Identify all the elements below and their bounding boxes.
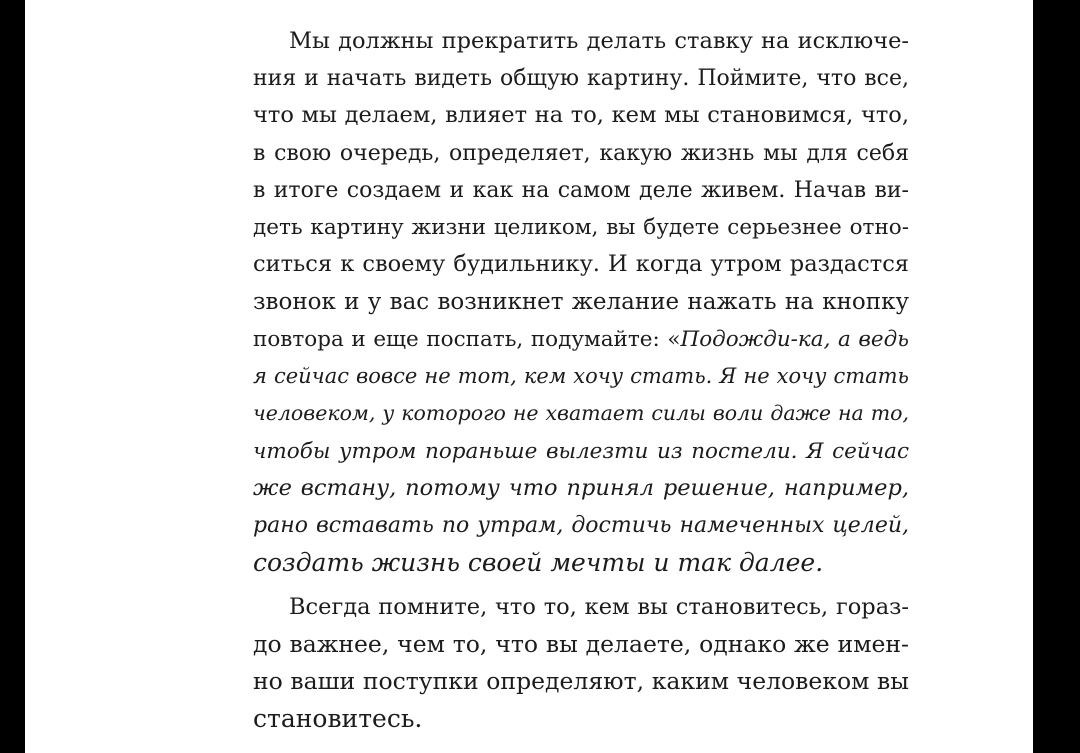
text-run: повтора и еще поспать, подумайте: « bbox=[253, 327, 681, 352]
text-line: в свою очередь, определяет, какую жизнь мы для себя bbox=[253, 141, 909, 166]
text-line: в итоге создаем и как на самом деле живем. Начав ви- bbox=[253, 178, 909, 203]
text-line: ситься к своему будильнику. И когда утром раздастся bbox=[253, 251, 909, 277]
text-line: Всегда помните, что то, кем вы становитесь, гораз- bbox=[289, 594, 909, 620]
text-line: ния и начать видеть общую картину. Поймите, что все, bbox=[253, 66, 909, 91]
text-line: же встану, потому что принял решение, например, bbox=[253, 475, 909, 501]
text-line: рано вставать по утрам, достичь намеченных целей, bbox=[253, 513, 909, 538]
text-line: но ваши поступки определяют, каким человеком вы bbox=[253, 667, 909, 695]
text-line: до важнее, чем то, что вы делаете, однако же имен- bbox=[253, 630, 909, 658]
text-line: Мы должны прекратить делать ставку на исключе- bbox=[289, 28, 909, 54]
text-line: чтобы утром пораньше вылезти из постели. Я сейчас bbox=[253, 439, 909, 464]
book-page bbox=[25, 0, 1033, 753]
text-line: человеком, у которого не хватает силы воли даже на то, bbox=[253, 401, 909, 425]
text-line: что мы делаем, влияет на то, кем мы становимся, что, bbox=[253, 102, 909, 128]
text-line: деть картину жизни целиком, вы будете серьезнее отно- bbox=[253, 215, 909, 240]
italic-text-run: Подожди-ка, а ведь bbox=[680, 327, 909, 352]
text-line: я сейчас вовсе не тот, кем хочу стать. Я не хочу стать bbox=[253, 364, 909, 388]
text-line: звонок и у вас возникнет желание нажать на кнопку bbox=[253, 289, 909, 315]
text-line: создать жизнь своей мечты и так далее. bbox=[253, 548, 824, 577]
text-line bbox=[253, 321, 909, 358]
text-line: становитесь. bbox=[253, 704, 423, 733]
